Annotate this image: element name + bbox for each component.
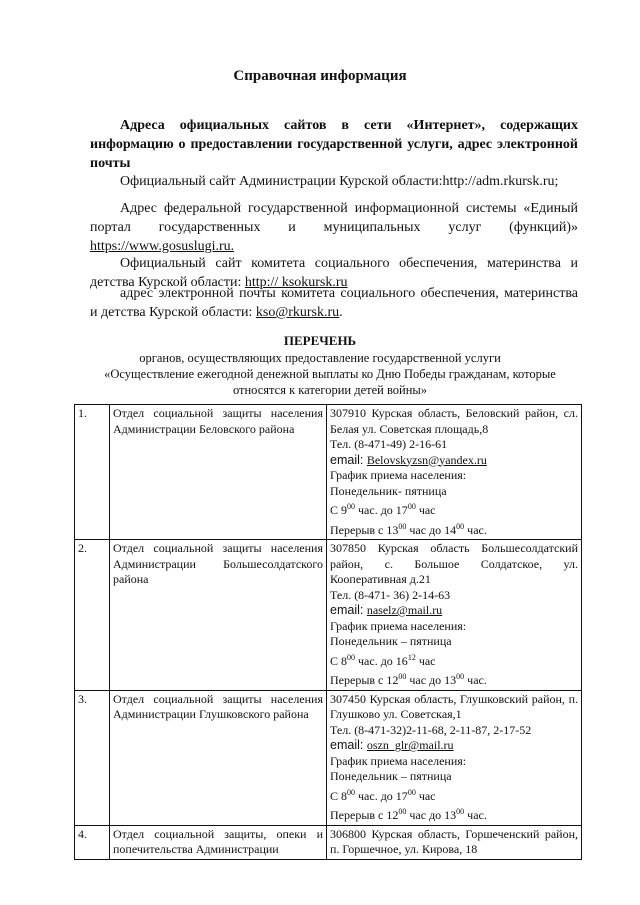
list-title: ПЕРЕЧЕНЬ (283, 333, 357, 348)
row-info: 307910 Курская область, Беловский район, сл. Белая ул. Советская площадь,8 Тел. (8-471-49) 2-16-61 email: Belovskyzsn@yandex.ru График приема населения: Понедельник- пятница С $9^{00}$ час. до $17^{00}$ час Перерыв с $13^{00}$ час до $14^{00}$ час. (327, 405, 582, 540)
row-info: 307850 Курская область Большесолдатский район, с. Большое Солдатское, ул. Кооперативная д.21 Тел. (8-471- 36) 2-14-63 email: naselz@mail.ru График приема населения: Понедельник – пятница С $8^{00}$ час. до $16^{12}$ час Перерыв с $12^{00}$ час до $13^{00}$ час. (327, 540, 582, 691)
row-number: 1. (75, 405, 110, 540)
table-row (75, 540, 582, 691)
row-info: 306800 Курская область, Горшеченский район, п. Горшечное, ул. Кирова, 18 (327, 825, 582, 859)
organizations-table (74, 404, 582, 860)
gosuslugi-link[interactable]: https://www.gosuslugi.ru. (90, 239, 235, 254)
row-email-link[interactable]: naselz@mail.ru (366, 603, 443, 617)
admin-site-link[interactable]: http://adm.rkursk.ru; (442, 174, 559, 189)
committee-site-paragraph: Официальный сайт комитета социального обеспечения, материнства и детства Курской области: http:// ksokursk.ru (90, 256, 578, 290)
row-number: 2. (75, 540, 110, 691)
committee-email-link[interactable]: kso@rkursk.ru (255, 305, 340, 320)
gosuslugi-paragraph: Адрес федеральной государственной информационной системы «Единый портал государственных и муниципальных услуг (функций)» https://www.gosuslugi.ru. (90, 201, 578, 254)
list-subtitle-2: «Осуществление ежегодной денежной выплаты ко Дню Победы гражданам, которые относятся к категории детей войны» (104, 367, 556, 397)
intro-heading: Адреса официальных сайтов в сети «Интернет», содержащих информацию о предоставлении государственной услуги, адрес электронной почты (90, 118, 578, 171)
row-organization: Отдел социальной защиты населения Администрации Беловского района (110, 405, 327, 540)
row-organization: Отдел социальной защиты населения Администрации Большесолдатского района (110, 540, 327, 691)
table-row (75, 405, 582, 540)
list-subtitle-1: органов, осуществляющих предоставление государственной услуги (139, 351, 501, 365)
table-row (75, 690, 582, 825)
table-row (75, 825, 582, 859)
admin-site-paragraph: Официальный сайт Администрации Курской области:http://adm.rkursk.ru; (120, 174, 559, 189)
row-number: 4. (75, 825, 110, 859)
row-email-link[interactable]: Belovskyzsn@yandex.ru (366, 452, 487, 467)
row-organization: Отдел социальной защиты, опеки и попечительства Администрации (110, 825, 327, 859)
committee-email-paragraph: адрес электронной почты комитета социального обеспечения, материнства и детства Курской области: kso@rkursk.ru. (90, 286, 578, 320)
row-number: 3. (75, 690, 110, 825)
row-email-link[interactable]: oszn_glr@mail.ru (366, 738, 454, 752)
page-title: Справочная информация (233, 68, 407, 84)
row-organization: Отдел социальной защиты населения Администрации Глушковского района (110, 690, 327, 825)
row-info: 307450 Курская область, Глушковский район, п. Глушково ул. Советская,1 Тел. (8-471-32)2-11-68, 2-11-87, 2-17-52 email: oszn_glr@mail.ru График приема населения: Понедельник – пятница С $8^{00}$ час. до $17^{00}$ час Перерыв с $12^{00}$ час до $13^{00}$ час. (327, 690, 582, 825)
committee-site-link[interactable]: http:// ksokursk.ru (244, 275, 348, 290)
